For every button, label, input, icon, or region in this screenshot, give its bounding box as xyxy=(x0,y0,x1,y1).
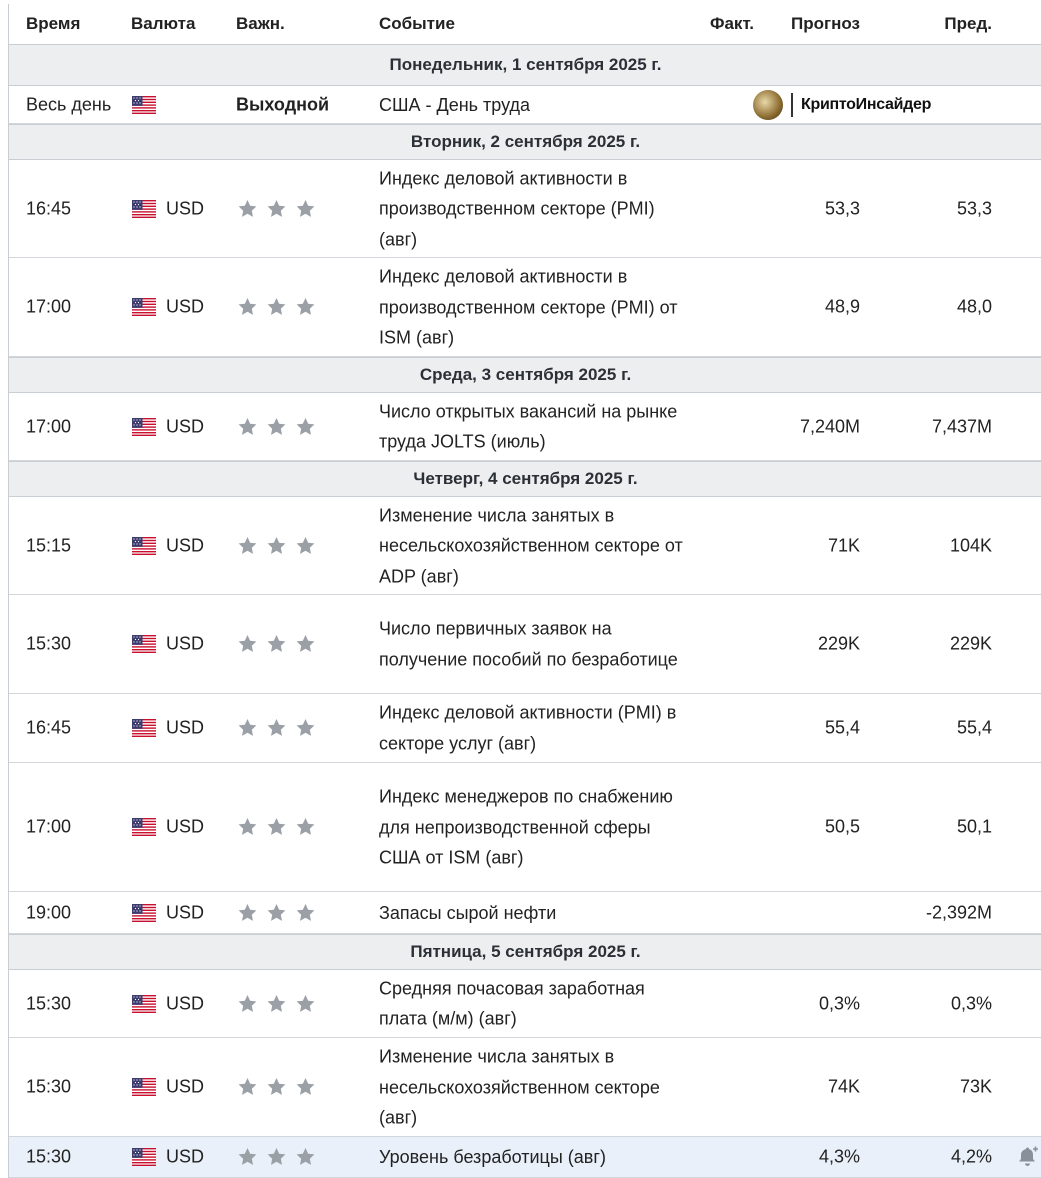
event-row[interactable] xyxy=(9,694,1041,763)
day-label: Пятница, 5 сентября 2025 г. xyxy=(410,942,641,961)
event-previous: 73K xyxy=(959,1076,992,1097)
event-time: 16:45 xyxy=(26,198,72,218)
event-forecast: 48,9 xyxy=(824,296,860,317)
star-icon xyxy=(265,993,288,1015)
event-name[interactable]: Индекс деловой активности в производственном секторе (PMI) (авг) xyxy=(379,167,655,249)
star-icon xyxy=(236,717,259,739)
star-icon xyxy=(265,633,288,655)
star-icon xyxy=(236,296,259,318)
event-name[interactable]: Уровень безработицы (авг) xyxy=(379,1146,606,1167)
star-icon xyxy=(294,416,317,438)
us-flag-icon xyxy=(132,818,156,836)
event-forecast: 0,3% xyxy=(818,993,860,1013)
star-icon xyxy=(294,535,317,557)
us-flag-icon xyxy=(132,537,156,555)
event-name[interactable]: Запасы сырой нефти xyxy=(379,902,557,923)
star-icon xyxy=(236,1076,259,1098)
event-forecast: 74K xyxy=(827,1076,860,1097)
event-time: 15:15 xyxy=(26,535,72,555)
star-icon xyxy=(265,535,288,557)
star-icon xyxy=(294,1146,317,1168)
us-flag-icon xyxy=(132,995,156,1013)
day-label: Среда, 3 сентября 2025 г. xyxy=(419,365,632,384)
economic-calendar-table xyxy=(8,4,1041,1178)
event-row[interactable] xyxy=(9,763,1041,892)
event-currency: USD xyxy=(166,816,205,837)
event-name[interactable]: Число открытых вакансий на рынке труда JOLTS (июль) xyxy=(379,401,678,452)
importance-stars xyxy=(236,816,317,838)
importance-stars xyxy=(236,717,317,739)
star-icon xyxy=(236,1146,259,1168)
importance-stars xyxy=(236,535,317,557)
event-previous: 7,437M xyxy=(931,416,992,436)
header-forecast[interactable]: Прогноз xyxy=(791,14,860,33)
importance-stars xyxy=(236,902,317,924)
event-row[interactable] xyxy=(9,892,1041,934)
header-previous[interactable]: Пред. xyxy=(944,14,992,33)
day-header xyxy=(9,357,1041,393)
event-time: 17:00 xyxy=(26,296,72,317)
day-label: Вторник, 2 сентября 2025 г. xyxy=(410,132,641,151)
star-icon xyxy=(265,902,288,924)
event-currency: USD xyxy=(166,633,205,654)
event-row[interactable] xyxy=(9,393,1041,461)
event-previous: 0,3% xyxy=(950,993,992,1013)
event-forecast: 229K xyxy=(817,633,860,654)
event-time: 17:00 xyxy=(26,816,72,837)
star-icon xyxy=(294,993,317,1015)
importance-stars xyxy=(236,416,317,438)
importance-stars xyxy=(236,633,317,655)
event-row[interactable] xyxy=(9,497,1041,595)
event-previous: 229K xyxy=(949,633,992,654)
star-icon xyxy=(265,717,288,739)
event-currency: USD xyxy=(166,993,205,1013)
event-currency: USD xyxy=(166,416,205,436)
star-icon xyxy=(265,1076,288,1098)
star-icon xyxy=(265,198,288,220)
importance-stars xyxy=(236,1076,317,1098)
event-forecast: 7,240M xyxy=(799,416,860,436)
day-header xyxy=(9,461,1041,497)
event-name[interactable]: Изменение числа занятых в несельскохозяйственном секторе от ADP (авг) xyxy=(379,504,683,586)
us-flag-icon xyxy=(132,1148,156,1166)
event-row[interactable] xyxy=(9,970,1041,1038)
star-icon xyxy=(294,1076,317,1098)
header-actual[interactable]: Факт. xyxy=(709,14,754,33)
importance-stars xyxy=(236,296,317,318)
event-row[interactable] xyxy=(9,258,1041,357)
star-icon xyxy=(236,198,259,220)
event-forecast: 4,3% xyxy=(818,1146,860,1167)
star-icon xyxy=(265,296,288,318)
day-header xyxy=(9,124,1041,160)
us-flag-icon xyxy=(132,1078,156,1096)
event-name[interactable]: Изменение числа занятых в несельскохозяйственном секторе (авг) xyxy=(379,1046,660,1128)
day-label: Понедельник, 1 сентября 2025 г. xyxy=(389,55,662,74)
event-previous: 4,2% xyxy=(950,1146,992,1167)
importance-stars xyxy=(236,993,317,1015)
event-currency: USD xyxy=(166,198,205,218)
event-previous: -2,392M xyxy=(925,902,992,922)
watermark-text: КриптоИнсайдер xyxy=(801,95,932,113)
day-header xyxy=(9,934,1041,970)
event-time: 19:00 xyxy=(26,902,72,922)
event-name[interactable]: Число первичных заявок на получение пособий по безработице xyxy=(379,618,678,669)
star-icon xyxy=(294,902,317,924)
header-importance[interactable]: Важн. xyxy=(236,14,285,33)
event-currency: USD xyxy=(166,535,205,555)
us-flag-icon xyxy=(132,200,156,218)
event-forecast: 71K xyxy=(827,535,860,555)
event-time: 17:00 xyxy=(26,416,72,436)
star-icon xyxy=(294,198,317,220)
event-time: 15:30 xyxy=(26,1146,72,1167)
us-flag-icon xyxy=(132,719,156,737)
watermark-avatar-icon xyxy=(753,90,783,120)
event-row[interactable] xyxy=(9,595,1041,694)
event-time: 15:30 xyxy=(26,633,72,654)
holiday-label: Выходной xyxy=(236,94,330,114)
star-icon xyxy=(236,633,259,655)
us-flag-icon xyxy=(132,298,156,316)
event-currency: USD xyxy=(166,1076,205,1097)
event-row[interactable] xyxy=(9,160,1041,258)
bell-plus-icon[interactable] xyxy=(1016,1145,1040,1169)
event-time: 16:45 xyxy=(26,717,72,738)
event-currency: USD xyxy=(166,296,205,317)
event-currency: USD xyxy=(166,902,205,922)
importance-stars xyxy=(236,1146,317,1168)
day-label: Четверг, 4 сентября 2025 г. xyxy=(413,469,638,488)
table-header xyxy=(9,4,1041,45)
watermark-divider xyxy=(791,93,793,117)
star-icon xyxy=(265,416,288,438)
event-time: Весь день xyxy=(26,94,112,114)
star-icon xyxy=(236,993,259,1015)
event-forecast: 55,4 xyxy=(824,717,860,738)
us-flag-icon xyxy=(132,96,156,114)
star-icon xyxy=(236,416,259,438)
watermark-logo xyxy=(753,90,931,120)
event-currency: USD xyxy=(166,1146,205,1167)
event-name[interactable]: Средняя почасовая заработная плата (м/м) (авг) xyxy=(379,978,645,1029)
star-icon xyxy=(236,816,259,838)
star-icon xyxy=(294,717,317,739)
event-previous: 50,1 xyxy=(956,816,992,837)
header-event[interactable]: Событие xyxy=(379,14,455,33)
star-icon xyxy=(294,296,317,318)
us-flag-icon xyxy=(132,904,156,922)
event-time: 15:30 xyxy=(26,1076,72,1097)
event-previous: 53,3 xyxy=(956,198,992,218)
event-name[interactable]: Индекс деловой активности (PMI) в секторе услуг (авг) xyxy=(379,702,677,753)
us-flag-icon xyxy=(132,418,156,436)
event-currency: USD xyxy=(166,717,205,738)
star-icon xyxy=(294,633,317,655)
event-previous: 55,4 xyxy=(956,717,992,738)
star-icon xyxy=(265,816,288,838)
header-time[interactable]: Время xyxy=(26,14,81,33)
event-forecast: 53,3 xyxy=(824,198,860,218)
event-name[interactable]: США - День труда xyxy=(379,94,530,115)
event-row[interactable] xyxy=(9,1137,1041,1178)
event-name[interactable]: Индекс деловой активности в производственном секторе (PMI) от ISM (авг) xyxy=(379,266,678,348)
star-icon xyxy=(236,902,259,924)
star-icon xyxy=(294,816,317,838)
star-icon xyxy=(236,535,259,557)
event-previous: 48,0 xyxy=(956,296,992,317)
event-forecast: 50,5 xyxy=(824,816,860,837)
us-flag-icon xyxy=(132,635,156,653)
event-time: 15:30 xyxy=(26,993,72,1013)
holiday-row[interactable] xyxy=(9,86,1041,124)
star-icon xyxy=(265,1146,288,1168)
event-name[interactable]: Индекс менеджеров по снабжению для непроизводственной сферы США от ISM (авг) xyxy=(379,786,673,868)
header-currency[interactable]: Валюта xyxy=(131,14,196,33)
importance-stars xyxy=(236,198,317,220)
day-header xyxy=(9,44,1041,86)
event-previous: 104K xyxy=(949,535,992,555)
event-row[interactable] xyxy=(9,1038,1041,1137)
